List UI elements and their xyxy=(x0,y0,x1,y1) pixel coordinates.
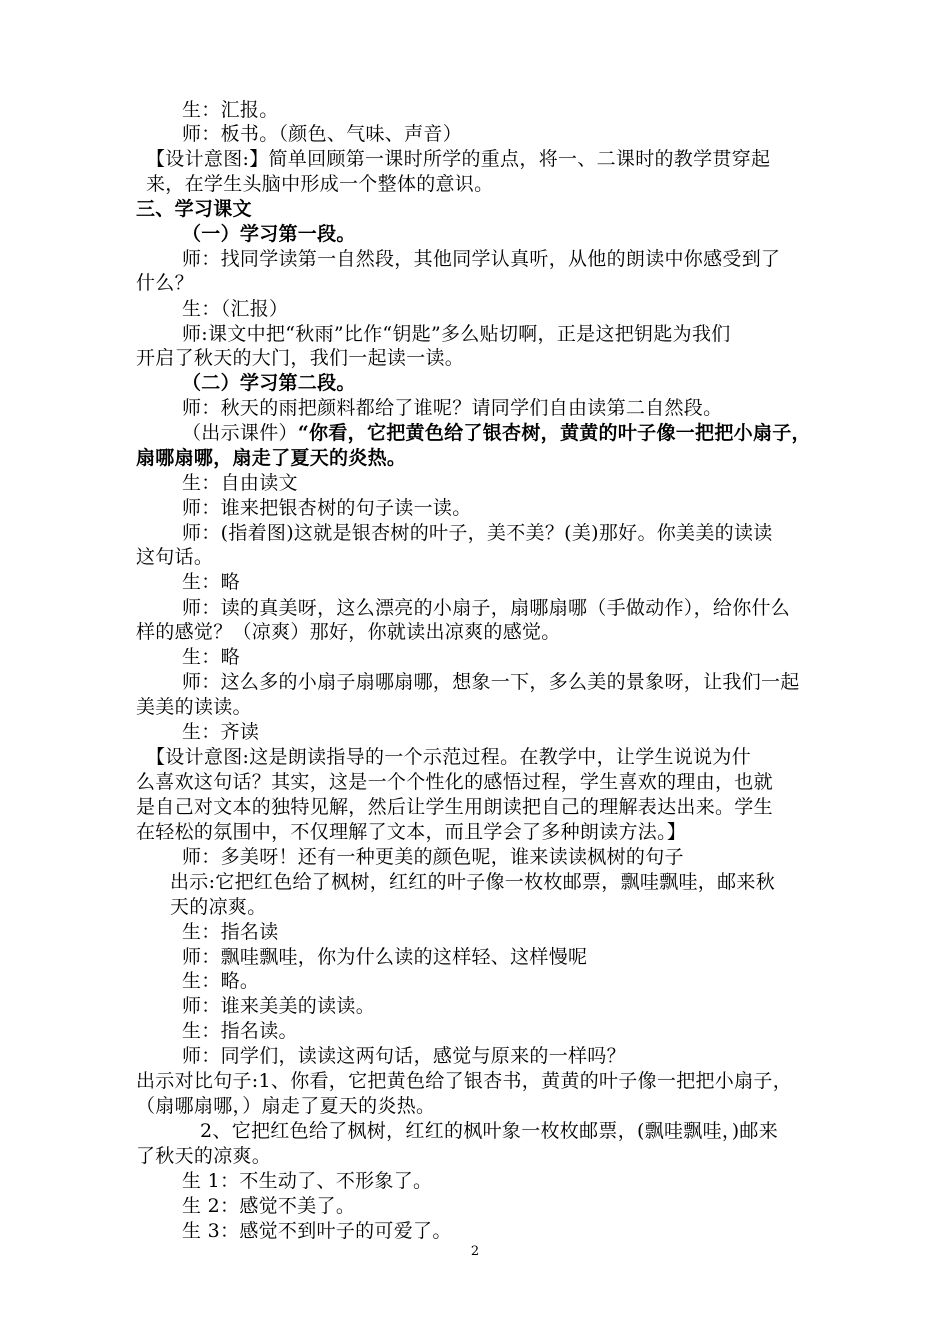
text-line: 生：指名读 xyxy=(182,921,279,943)
design-intent-line: 在轻松的氛围中，不仅理解了文本，而且学会了多种朗读方法。】 xyxy=(136,821,687,843)
text-line: 来，在学生头脑中形成一个整体的意识。 xyxy=(146,173,494,195)
text-line: 师：找同学读第一自然段，其他同学认真听，从他的朗读中你感受到了 xyxy=(182,248,781,270)
page-number: 2 xyxy=(470,1244,480,1259)
section-heading: 三、学习课文 xyxy=(136,198,252,220)
text-line: 师：多美呀！还有一种更美的颜色呢，谁来读读枫树的句子 xyxy=(182,846,684,868)
courseware-label: （出示课件） xyxy=(182,422,298,444)
text-line: 出示:它把红色给了枫树，红红的叶子像一枚枚邮票，飘哇飘哇，邮来秋 xyxy=(170,871,776,893)
text-line: 生：略。 xyxy=(182,970,260,992)
design-intent-line: 【设计意图:这是朗读指导的一个示范过程。在教学中，让学生说说为什 xyxy=(146,746,752,768)
text-line: 美美的读读。 xyxy=(136,696,252,718)
text-line: 生：齐读 xyxy=(182,721,260,743)
text-line: 2、它把红色给了枫树，红红的枫叶象一枚枚邮票，(飘哇飘哇，)邮来 xyxy=(200,1120,779,1142)
quoted-sentence: 扇哪扇哪，扇走了夏天的炎热。 xyxy=(136,447,407,469)
text-line: 天的凉爽。 xyxy=(170,896,267,918)
text-line: 师：读的真美呀，这么漂亮的小扇子，扇哪扇哪（手做动作），给你什么 xyxy=(182,597,791,619)
text-line: 生 1：不生动了、不形象了。 xyxy=(182,1170,433,1192)
text-line: 生 2：感觉不美了。 xyxy=(182,1195,356,1217)
text-line: 生：指名读。 xyxy=(182,1020,298,1042)
text-line: 开启了秋天的大门，我们一起读一读。 xyxy=(136,347,465,369)
text-line: 生：（汇报） xyxy=(182,298,289,320)
text-line: 师：谁来把银杏树的句子读一读。 xyxy=(182,497,472,519)
text-line: 了秋天的凉爽。 xyxy=(136,1145,272,1167)
text-line: 这句话。 xyxy=(136,546,214,568)
text-line: 师：谁来美美的读读。 xyxy=(182,995,376,1017)
design-intent-line: 【设计意图:】简单回顾第一课时所学的重点，将一、二课时的教学贯穿起 xyxy=(146,148,771,170)
text-line: 师：(指着图)这就是银杏树的叶子，美不美？(美)那好。你美美的读读 xyxy=(182,522,773,544)
text-line: （扇哪扇哪，）扇走了夏天的炎热。 xyxy=(136,1095,436,1117)
subsection-heading: （一）学习第一段。 xyxy=(182,223,356,245)
text-line: 师:课文中把“秋雨”比作“钥匙”多么贴切啊，正是这把钥匙为我们 xyxy=(182,323,731,345)
text-line: 什么？ xyxy=(136,272,194,294)
text-line: 师：板书。（颜色、气味、声音） xyxy=(182,123,463,145)
text-line xyxy=(182,421,811,445)
text-line: 生：汇报。 xyxy=(182,99,279,121)
text-line: 师：这么多的小扇子扇哪扇哪，想象一下，多么美的景象呀，让我们一起 xyxy=(182,671,800,693)
text-line: 生 3：感觉不到叶子的可爱了。 xyxy=(182,1220,452,1242)
text-line: 生：略 xyxy=(182,571,240,593)
design-intent-line: 是自己对文本的独特见解，然后让学生用朗读把自己的理解表达出来。学生 xyxy=(136,796,773,818)
quoted-sentence: “你看，它把黄色给了银杏树，黄黄的叶子像一把把小扇子， xyxy=(297,422,811,444)
text-line: 师：飘哇飘哇，你为什么读的这样轻、这样慢呢 xyxy=(182,946,588,968)
text-line: 样的感觉？（凉爽）那好，你就读出凉爽的感觉。 xyxy=(136,621,561,643)
text-line: 师：同学们，读读这两句话，感觉与原来的一样吗？ xyxy=(182,1045,626,1067)
text-line: 生：自由读文 xyxy=(182,472,298,494)
design-intent-line: 么喜欢这句话？其实，这是一个个性化的感悟过程，学生喜欢的理由，也就 xyxy=(136,771,773,793)
text-line: 出示对比句子:1、你看，它把黄色给了银杏书，黄黄的叶子像一把把小扇子， xyxy=(136,1070,792,1092)
subsection-heading: （二）学习第二段。 xyxy=(182,372,356,394)
text-line: 师：秋天的雨把颜料都给了谁呢？请同学们自由读第二自然段。 xyxy=(182,397,723,419)
text-line: 生：略 xyxy=(182,646,240,668)
